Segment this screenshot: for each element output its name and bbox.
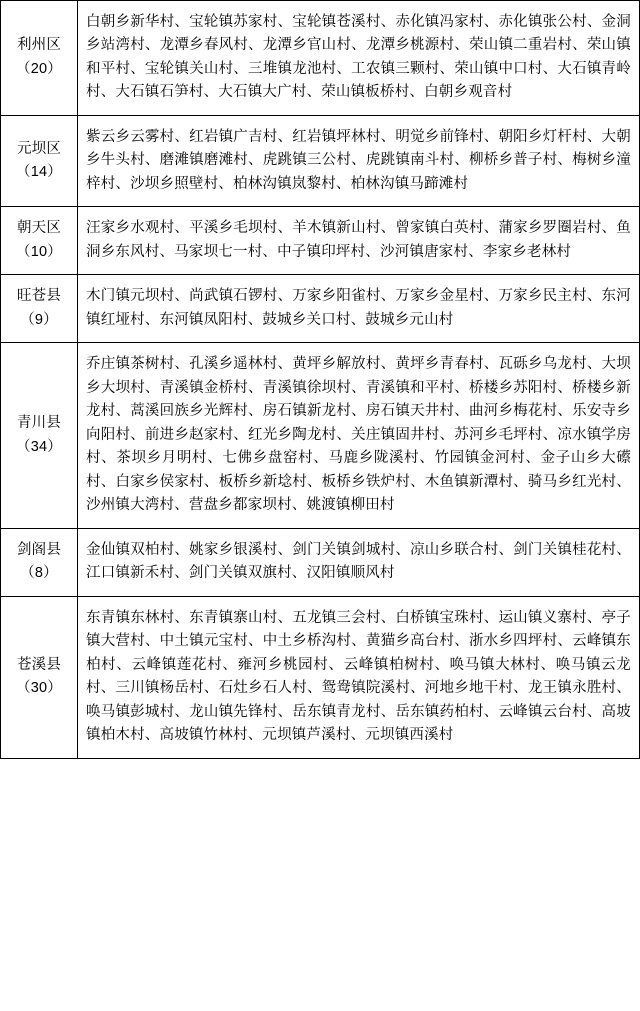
- region-cell: [1, 115, 78, 206]
- table-body: [1, 1, 640, 759]
- region-count: （30）: [16, 680, 62, 697]
- region-count: （9）: [20, 311, 58, 328]
- village-list: 金仙镇双柏村、姚家乡银溪村、剑门关镇剑城村、凉山乡联合村、剑门关镇桂花村、江口镇新禾村、剑门关镇双旗村、汉阳镇顺风村: [78, 528, 640, 596]
- region-name: 旺苍县: [16, 288, 62, 305]
- region-name: 朝天区: [16, 220, 62, 237]
- region-count: （14）: [16, 164, 62, 181]
- region-name: 剑阁县: [16, 541, 62, 558]
- table-row: [1, 528, 640, 596]
- region-cell: [1, 207, 78, 275]
- region-count: （34）: [16, 438, 62, 455]
- table-row: [1, 207, 640, 275]
- region-cell: [1, 528, 78, 596]
- village-list: 汪家乡水观村、平溪乡毛坝村、羊木镇新山村、曾家镇白英村、蒲家乡罗圈岩村、鱼洞乡东风村、马家坝七一村、中子镇印坪村、沙河镇唐家村、李家乡老林村: [78, 207, 640, 275]
- village-list: 紫云乡云雾村、红岩镇广吉村、红岩镇坪林村、明觉乡前锋村、朝阳乡灯杆村、大朝乡牛头村、磨滩镇磨滩村、虎跳镇三公村、虎跳镇南斗村、柳桥乡普子村、梅树乡潼梓村、沙坝乡照壁村、柏林沟镇岚黎村、柏林沟镇马蹄滩村: [78, 115, 640, 206]
- village-list: 东青镇东林村、东青镇寨山村、五龙镇三会村、白桥镇宝珠村、运山镇义寨村、亭子镇大营村、中土镇元宝村、中土乡桥沟村、黄猫乡高台村、浙水乡四坪村、云峰镇东柏村、云峰镇莲花村、雍河乡桃园村、云峰镇柏树村、唤马镇大林村、唤马镇云龙村、三川镇杨岳村、石灶乡石人村、鸳鸯镇院溪村、河地乡地干村、龙王镇永胜村、唤马镇彭城村、龙山镇先锋村、岳东镇青龙村、岳东镇药柏村、云峰镇云台村、高坡镇柏木村、高坡镇竹林村、元坝镇芦溪村、元坝镇西溪村: [78, 596, 640, 758]
- region-cell: [1, 275, 78, 343]
- table-row: [1, 596, 640, 758]
- region-count: （10）: [16, 243, 62, 260]
- table-row: [1, 115, 640, 206]
- region-name: 青川县: [16, 415, 62, 432]
- village-list: 木门镇元坝村、尚武镇石锣村、万家乡阳雀村、万家乡金星村、万家乡民主村、东河镇红垭村、东河镇凤阳村、鼓城乡关口村、鼓城乡元山村: [78, 275, 640, 343]
- region-name: 元坝区: [16, 140, 62, 157]
- region-cell: [1, 343, 78, 528]
- region-count: （8）: [20, 565, 58, 582]
- table-row: [1, 275, 640, 343]
- region-count: （20）: [16, 60, 62, 77]
- village-list: 乔庄镇茶树村、孔溪乡遥林村、黄坪乡解放村、黄坪乡青春村、瓦砾乡乌龙村、大坝乡大坝村、青溪镇金桥村、青溪镇徐坝村、青溪镇和平村、桥楼乡苏阳村、桥楼乡新龙村、蒿溪回族乡光辉村、房石镇新龙村、房石镇天井村、曲河乡梅花村、乐安寺乡向阳村、前进乡赵家村、红光乡陶龙村、关庄镇固井村、苏河乡毛坪村、凉水镇学房村、茶坝乡月明村、七佛乡盘窑村、马鹿乡陇溪村、竹园镇金河村、金子山乡大礤村、白家乡侯家村、板桥乡新埝村、板桥乡铁炉村、木鱼镇新潭村、骑马乡红光村、沙州镇大湾村、营盘乡都家坝村、姚渡镇柳田村: [78, 343, 640, 528]
- region-name: 利州区: [16, 37, 62, 54]
- table-row: [1, 343, 640, 528]
- region-name: 苍溪县: [16, 656, 62, 673]
- region-cell: [1, 596, 78, 758]
- region-cell: [1, 1, 78, 116]
- village-list: 白朝乡新华村、宝轮镇苏家村、宝轮镇苍溪村、赤化镇冯家村、赤化镇张公村、金洞乡站湾村、龙潭乡春风村、龙潭乡官山村、龙潭乡桃源村、荣山镇二重岩村、荣山镇和平村、宝轮镇关山村、三堆镇龙池村、工农镇三颗村、荣山镇中口村、大石镇青岭村、大石镇石笋村、大石镇大广村、荣山镇板桥村、白朝乡观音村: [78, 1, 640, 116]
- table-row: [1, 1, 640, 116]
